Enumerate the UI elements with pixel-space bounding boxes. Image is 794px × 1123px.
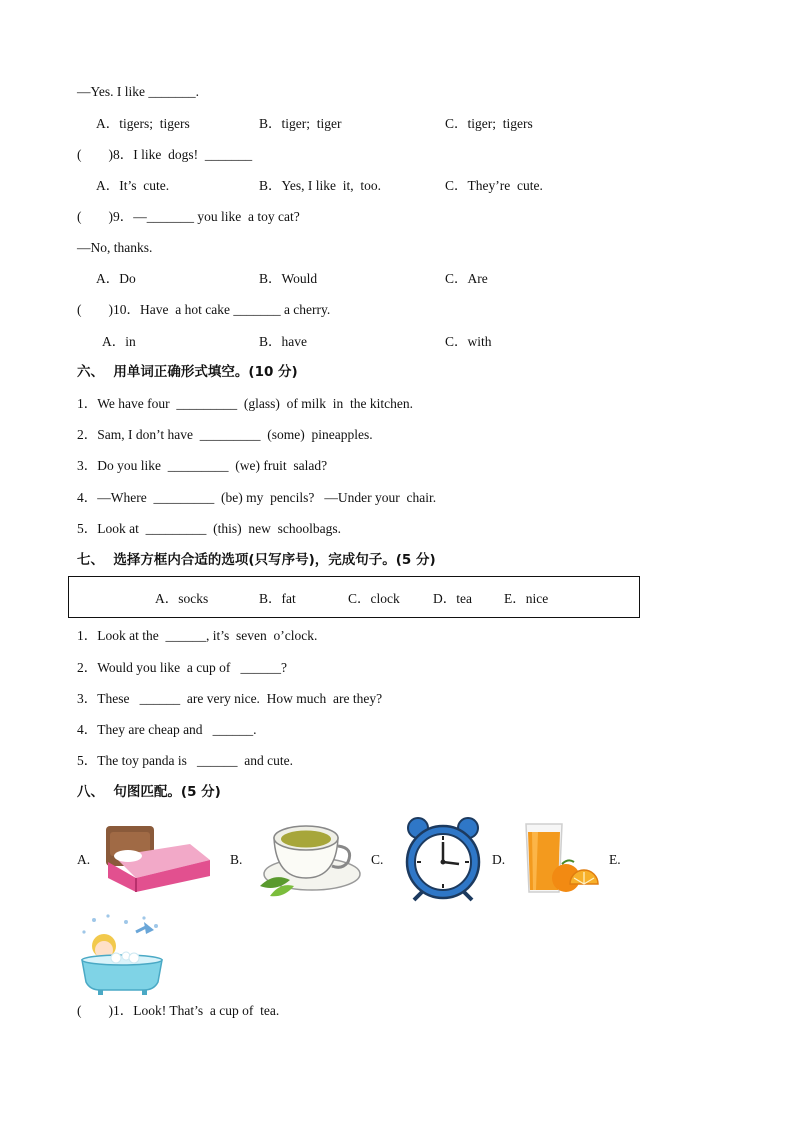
q10-option-a: A．in	[102, 334, 136, 349]
q9-option-a: A．Do	[96, 271, 136, 286]
part6-item-3: 3．Do you like _________ (we) fruit salad?	[77, 458, 328, 473]
q10-option-c: C．with	[445, 334, 492, 349]
q9-answer-line: —No, thanks.	[77, 240, 153, 255]
bed-picture	[100, 822, 214, 894]
bathtub-picture	[74, 912, 170, 996]
part8-heading: 八、 句图匹配。(5 分)	[77, 784, 221, 800]
q10-stem: ( )10．Have a hot cake _______ a cherry.	[77, 302, 331, 317]
part7-item-3: 3．These ______ are very nice. How much are they?	[77, 691, 383, 706]
tea-cup-picture	[256, 816, 362, 900]
part6-item-1: 1．We have four _________ (glass) of milk in the kitchen.	[77, 396, 413, 411]
part8-item-1: ( )1．Look! That’s a cup of tea.	[77, 1003, 280, 1018]
word-bank-option-d: D．tea	[433, 591, 472, 606]
word-bank-option-c: C．clock	[348, 591, 400, 606]
part6-item-4: 4．—Where _________ (be) my pencils? —Under your chair.	[77, 490, 437, 505]
part7-item-1: 1．Look at the ______, it’s seven o’clock.	[77, 628, 318, 643]
part6-item-5: 5．Look at _________ (this) new schoolbags.	[77, 521, 341, 536]
word-bank-option-e: E．nice	[504, 591, 549, 606]
picture-label-c: C.	[371, 852, 384, 867]
q7-option-c: C．tiger; tigers	[445, 116, 533, 131]
q7-option-a: A．tigers; tigers	[96, 116, 190, 131]
orange-juice-picture	[522, 820, 602, 896]
q9-option-b: B．Would	[259, 271, 318, 286]
part7-item-4: 4．They are cheap and ______.	[77, 722, 257, 737]
q8-option-a: A．It’s cute.	[96, 178, 170, 193]
part6-item-2: 2．Sam, I don’t have _________ (some) pineapples.	[77, 427, 373, 442]
picture-label-a: A.	[77, 852, 91, 867]
picture-label-b: B.	[230, 852, 243, 867]
part7-item-2: 2．Would you like a cup of ______?	[77, 660, 288, 675]
part7-item-5: 5．The toy panda is ______ and cute.	[77, 753, 293, 768]
q8-option-b: B．Yes, I like it, too.	[259, 178, 382, 193]
q8-stem: ( )8．I like dogs! _______	[77, 147, 253, 162]
word-bank-option-b: B．fat	[259, 591, 296, 606]
q7-answer-line: —Yes. I like _______.	[77, 84, 200, 99]
q8-option-c: C．They’re cute.	[445, 178, 543, 193]
picture-label-e: E.	[609, 852, 621, 867]
q9-option-c: C．Are	[445, 271, 488, 286]
q10-option-b: B．have	[259, 334, 307, 349]
q9-stem: ( )9．—_______ you like a toy cat?	[77, 209, 300, 224]
alarm-clock-picture	[404, 816, 482, 902]
word-bank-option-a: A．socks	[155, 591, 209, 606]
part7-heading: 七、 选择方框内合适的选项(只写序号)，完成句子。(5 分)	[77, 552, 436, 568]
part6-heading: 六、 用单词正确形式填空。(10 分)	[77, 364, 298, 380]
picture-label-d: D.	[492, 852, 506, 867]
q7-option-b: B．tiger; tiger	[259, 116, 342, 131]
